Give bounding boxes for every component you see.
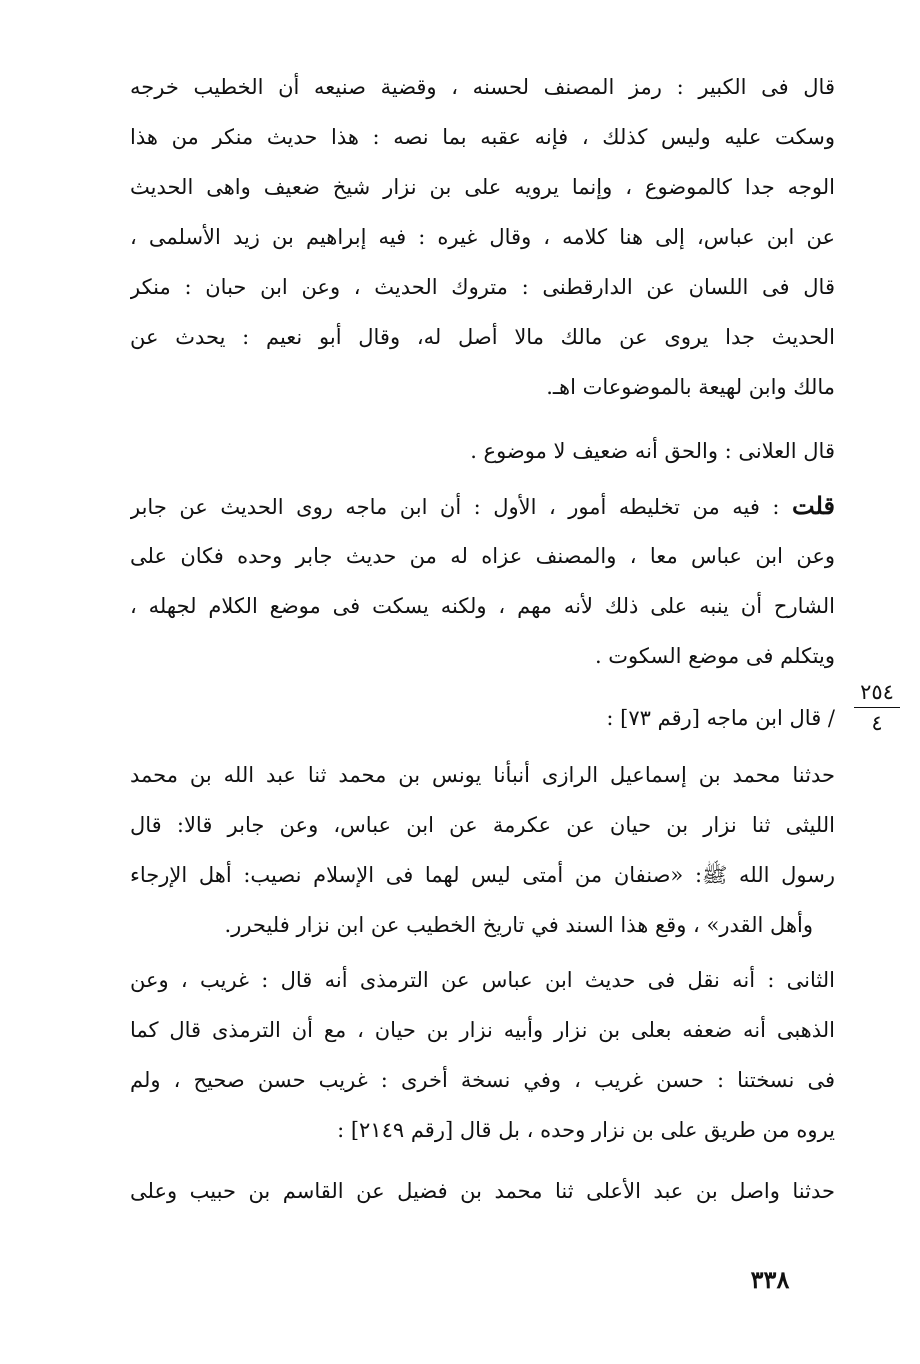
text-segment: : فيه من تخليطه أمور ، الأول : أن ابن ماجه روى الحديث عن جابر [130, 495, 793, 519]
text-line: عن ابن عباس، إلى هنا كلامه ، وقال غيره : فيه إبراهيم بن زيد الأسلمى ، [130, 225, 835, 249]
paragraph-3 [130, 481, 835, 681]
paragraph-4 [130, 693, 835, 743]
heading-word: قلت [792, 491, 835, 520]
text-line: الليثى ثنا نزار بن حيان عن عكرمة عن ابن عباس، وعن جابر قالا: قال [130, 813, 835, 837]
text-line: يروه من طريق على بن نزار وحده ، بل قال [رقم ٢١٤٩] : [337, 1118, 835, 1142]
margin-reference-number: ٢٥٤ [860, 680, 894, 704]
text-line: حدثنا واصل بن عبد الأعلى ثنا محمد بن فضيل عن القاسم بن حبيب وعلى [130, 1179, 835, 1203]
text-line: الذهبى أنه ضعفه بعلى بن نزار وأبيه نزار بن حيان ، مع أن الترمذى قال كما [130, 1018, 835, 1042]
text-line: / قال ابن ماجه [رقم ٧٣] : [606, 706, 835, 730]
text-line: حدثنا محمد بن إسماعيل الرازى أنبأنا يونس بن محمد ثنا عبد الله بن محمد [130, 763, 835, 787]
text-line: الوجه جدا كالموضوع ، وإنما يرويه على بن نزار شيخ ضعيف واهى الحديث [130, 175, 835, 199]
margin-reference-rule [854, 707, 900, 708]
paragraph-7 [130, 1166, 835, 1216]
margin-reference-volume: ٤ [871, 711, 883, 735]
text-line: فى نسختنا : حسن غريب ، وفي نسخة أخرى : غريب حسن صحيح ، ولم [130, 1068, 835, 1092]
text-line: الثانى : أنه نقل فى حديث ابن عباس عن الترمذى أنه قال : غريب ، وعن [130, 968, 835, 992]
text-line: قال العلانى : والحق أنه ضعيف لا موضوع . [470, 439, 835, 463]
text-line [130, 481, 835, 531]
text-line: ويتكلم فى موضع السكوت . [594, 644, 835, 668]
text-line: وسكت عليه وليس كذلك ، فإنه عقبه بما نصه : هذا حديث منكر من هذا [130, 125, 835, 149]
margin-reference [852, 680, 902, 735]
text-line: الشارح أن ينبه على ذلك لأنه مهم ، ولكنه يسكت فى موضع الكلام لجهله ، [130, 594, 835, 618]
paragraph-5-quotation [130, 750, 835, 950]
text-line: وأهل القدر» ، وقع هذا السند في تاريخ الخطيب عن ابن نزار فليحرر. [224, 913, 813, 937]
text-line: قال فى الكبير : رمز المصنف لحسنه ، وقضية صنيعه أن الخطيب خرجه [130, 75, 835, 99]
text-line: وعن ابن عباس معا ، والمصنف عزاه له من حديث جابر وحده فكان على [130, 544, 835, 568]
text-line: رسول الله ﷺ: «صنفان من أمتى ليس لهما فى الإسلام نصيب: أهل الإرجاء [130, 863, 835, 887]
text-line: قال فى اللسان عن الدارقطنى : متروك الحديث ، وعن ابن حبان : منكر [130, 275, 835, 299]
text-line: الحديث جدا يروى عن مالك مالا أصل له، وقال أبو نعيم : يحدث عن [130, 325, 835, 349]
text-line: مالك وابن لهيعة بالموضوعات اهـ. [546, 375, 835, 399]
page-number: ٣٣٨ [750, 1265, 790, 1294]
paragraph-6 [130, 955, 835, 1155]
paragraph-1 [130, 62, 835, 412]
paragraph-2 [130, 426, 835, 476]
